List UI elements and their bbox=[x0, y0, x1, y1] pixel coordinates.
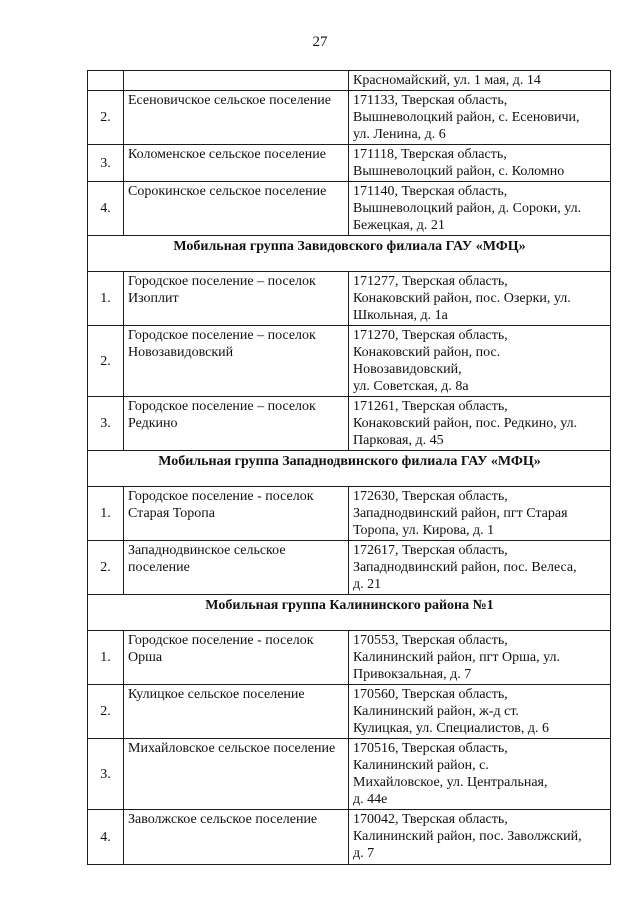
settlement-name: Городское поселение – поселок Новозавидовский bbox=[124, 326, 349, 397]
section-header-row bbox=[88, 236, 611, 272]
settlement-address: 170516, Тверская область, Калининский район, с. Михайловское, ул. Центральная, д. 44е bbox=[349, 739, 611, 810]
row-number: 1. bbox=[88, 631, 124, 685]
row-number: 2. bbox=[88, 541, 124, 595]
section-title: Мобильная группа Завидовского филиала ГАУ «МФЦ» bbox=[88, 236, 611, 272]
settlement-address: 171261, Тверская область, Конаковский район, пос. Редкино, ул. Парковая, д. 45 bbox=[349, 397, 611, 451]
settlement-address: 170553, Тверская область, Калининский район, пгт Орша, ул. Привокзальная, д. 7 bbox=[349, 631, 611, 685]
settlement-address: 170042, Тверская область, Калининский район, пос. Заволжский, д. 7 bbox=[349, 810, 611, 865]
settlement-name: Городское поселение - поселок Орша bbox=[124, 631, 349, 685]
table-row bbox=[88, 182, 611, 236]
table-row bbox=[88, 71, 611, 91]
table-row bbox=[88, 91, 611, 145]
page-number: 27 bbox=[312, 34, 328, 50]
settlement-name: Западнодвинское сельское поселение bbox=[124, 541, 349, 595]
settlement-address: 171118, Тверская область, Вышневолоцкий район, с. Коломно bbox=[349, 145, 611, 182]
row-number: 3. bbox=[88, 145, 124, 182]
settlement-address: 171140, Тверская область, Вышневолоцкий район, д. Сороки, ул. Бежецкая, д. 21 bbox=[349, 182, 611, 236]
row-number: 3. bbox=[88, 739, 124, 810]
settlement-name: Михайловское сельское поселение bbox=[124, 739, 349, 810]
table-row bbox=[88, 631, 611, 685]
row-number: 3. bbox=[88, 397, 124, 451]
settlement-name: Сорокинское сельское поселение bbox=[124, 182, 349, 236]
table-row bbox=[88, 487, 611, 541]
section-header-row bbox=[88, 595, 611, 631]
row-number bbox=[88, 71, 124, 91]
settlement-name: Городское поселение – поселок Изоплит bbox=[124, 272, 349, 326]
row-number: 1. bbox=[88, 272, 124, 326]
settlement-address: 171133, Тверская область, Вышневолоцкий район, с. Есеновичи, ул. Ленина, д. 6 bbox=[349, 91, 611, 145]
section-title: Мобильная группа Калининского района №1 bbox=[88, 595, 611, 631]
settlement-name: Городское поселение – поселок Редкино bbox=[124, 397, 349, 451]
settlement-address: 172630, Тверская область, Западнодвинский район, пгт Старая Торопа, ул. Кирова, д. 1 bbox=[349, 487, 611, 541]
row-number: 2. bbox=[88, 326, 124, 397]
table-row bbox=[88, 739, 611, 810]
row-number: 4. bbox=[88, 182, 124, 236]
table-row bbox=[88, 397, 611, 451]
settlements-table bbox=[87, 70, 611, 865]
settlement-name: Есеновичское сельское поселение bbox=[124, 91, 349, 145]
table-row bbox=[88, 272, 611, 326]
row-number: 2. bbox=[88, 91, 124, 145]
settlement-name: Городское поселение - поселок Старая Торопа bbox=[124, 487, 349, 541]
table-row bbox=[88, 541, 611, 595]
settlement-name: Заволжское сельское поселение bbox=[124, 810, 349, 865]
settlement-address: 170560, Тверская область, Калининский район, ж-д ст. Кулицкая, ул. Специалистов, д. 6 bbox=[349, 685, 611, 739]
table-row bbox=[88, 326, 611, 397]
settlement-address: Красномайский, ул. 1 мая, д. 14 bbox=[349, 71, 611, 91]
settlement-name: Кулицкое сельское поселение bbox=[124, 685, 349, 739]
settlement-name bbox=[124, 71, 349, 91]
settlement-address: 171270, Тверская область, Конаковский район, пос. Новозавидовский, ул. Советская, д. 8а bbox=[349, 326, 611, 397]
row-number: 4. bbox=[88, 810, 124, 865]
settlement-name: Коломенское сельское поселение bbox=[124, 145, 349, 182]
row-number: 1. bbox=[88, 487, 124, 541]
row-number: 2. bbox=[88, 685, 124, 739]
table-row bbox=[88, 810, 611, 865]
table-row bbox=[88, 145, 611, 182]
settlement-address: 171277, Тверская область, Конаковский район, пос. Озерки, ул. Школьная, д. 1а bbox=[349, 272, 611, 326]
table-row bbox=[88, 685, 611, 739]
section-title: Мобильная группа Западнодвинского филиала ГАУ «МФЦ» bbox=[88, 451, 611, 487]
section-header-row bbox=[88, 451, 611, 487]
settlement-address: 172617, Тверская область, Западнодвинский район, пос. Велеса, д. 21 bbox=[349, 541, 611, 595]
